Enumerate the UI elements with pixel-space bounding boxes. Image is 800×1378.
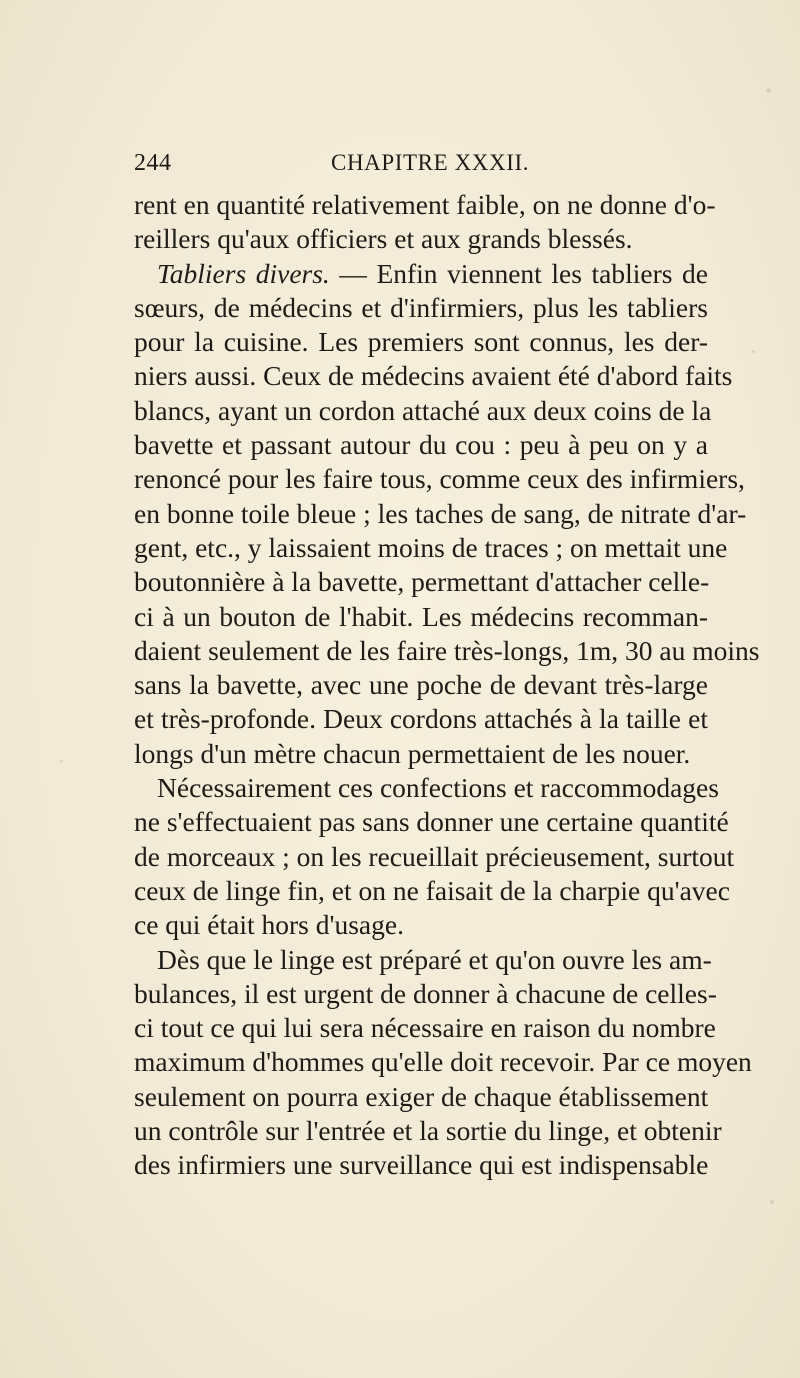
text-line: renoncé pour les faire tous, comme ceux des infirmiers, (134, 463, 745, 495)
paper-speck (752, 350, 755, 353)
text-line: gent, etc., y laissaient moins de traces ; on mettait une (134, 531, 728, 563)
text-line: en bonne toile bleue ; les taches de sang, de nitrate d'ar- (134, 497, 747, 529)
page-number: 244 (134, 150, 172, 176)
text-line: niers aussi. Ceux de médecins avaient été d'abord faits (134, 360, 733, 392)
text-line: un contrôle sur l'entrée et la sortie du linge, et obtenir (134, 1115, 722, 1147)
text-line: ceux de linge fin, et on ne faisait de la charpie qu'avec (134, 874, 730, 906)
text-line: blancs, ayant un cordon attaché aux deux coins de la (134, 394, 712, 426)
text-line: ci tout ce qui lui sera nécessaire en raison du nombre (134, 1012, 716, 1044)
text-line: des infirmiers une surveillance qui est indispensable (134, 1149, 709, 1181)
text-line: ne s'effectuaient pas sans donner une certaine quantité (134, 806, 729, 838)
text-line: daient seulement de les faire très-longs, 1m, 30 au moins (134, 634, 760, 666)
text-line: ce qui était hors d'usage. (134, 909, 404, 941)
text-line: boutonnière à la bavette, permettant d'attacher celle- (134, 566, 710, 598)
text-line: rent en quantité relativement faible, on ne donne d'o- (134, 189, 716, 220)
text-line: Dès que le linge est préparé et qu'on ouvre les am- (157, 943, 712, 975)
text-line: pour la cuisine. Les premiers sont connus, les der- (134, 326, 708, 358)
text-line: Nécessairement ces confections et raccommodages (157, 772, 719, 804)
text-line-content: — Enfin viennent les tabliers de (329, 257, 708, 289)
text-line: sœurs, de médecins et d'infirmiers, plus les tabliers (134, 291, 708, 323)
text-line: de morceaux ; on les recueillait précieusement, surtout (134, 840, 735, 872)
text-line: longs d'un mètre chacun permettaient de les nouer. (134, 737, 691, 769)
text-line: sans la bavette, avec une poche de devant très-large (134, 669, 708, 701)
text-line: reillers qu'aux officiers et aux grands blessés. (134, 223, 633, 255)
text-line: bavette et passant autour du cou : peu à peu on y a (134, 429, 708, 461)
body-text (134, 188, 760, 1183)
text-line: seulement on pourra exiger de chaque établissement (134, 1080, 709, 1112)
section-heading: Tabliers divers. (157, 257, 330, 289)
text-line: ci à un bouton de l'habit. Les médecins recomman- (134, 600, 708, 632)
text-line: bulances, il est urgent de donner à chacune de celles- (134, 977, 717, 1009)
text-line: et très-profonde. Deux cordons attachés à la taille et (134, 703, 708, 735)
paper-speck (60, 760, 63, 763)
running-title: CHAPITRE XXXII. (331, 150, 530, 175)
text-line: maximum d'hommes qu'elle doit recevoir. Par ce moyen (134, 1046, 752, 1078)
text-line (134, 257, 708, 291)
paper-speck (766, 88, 771, 93)
paper-speck (770, 1200, 774, 1204)
page-header (134, 150, 694, 180)
